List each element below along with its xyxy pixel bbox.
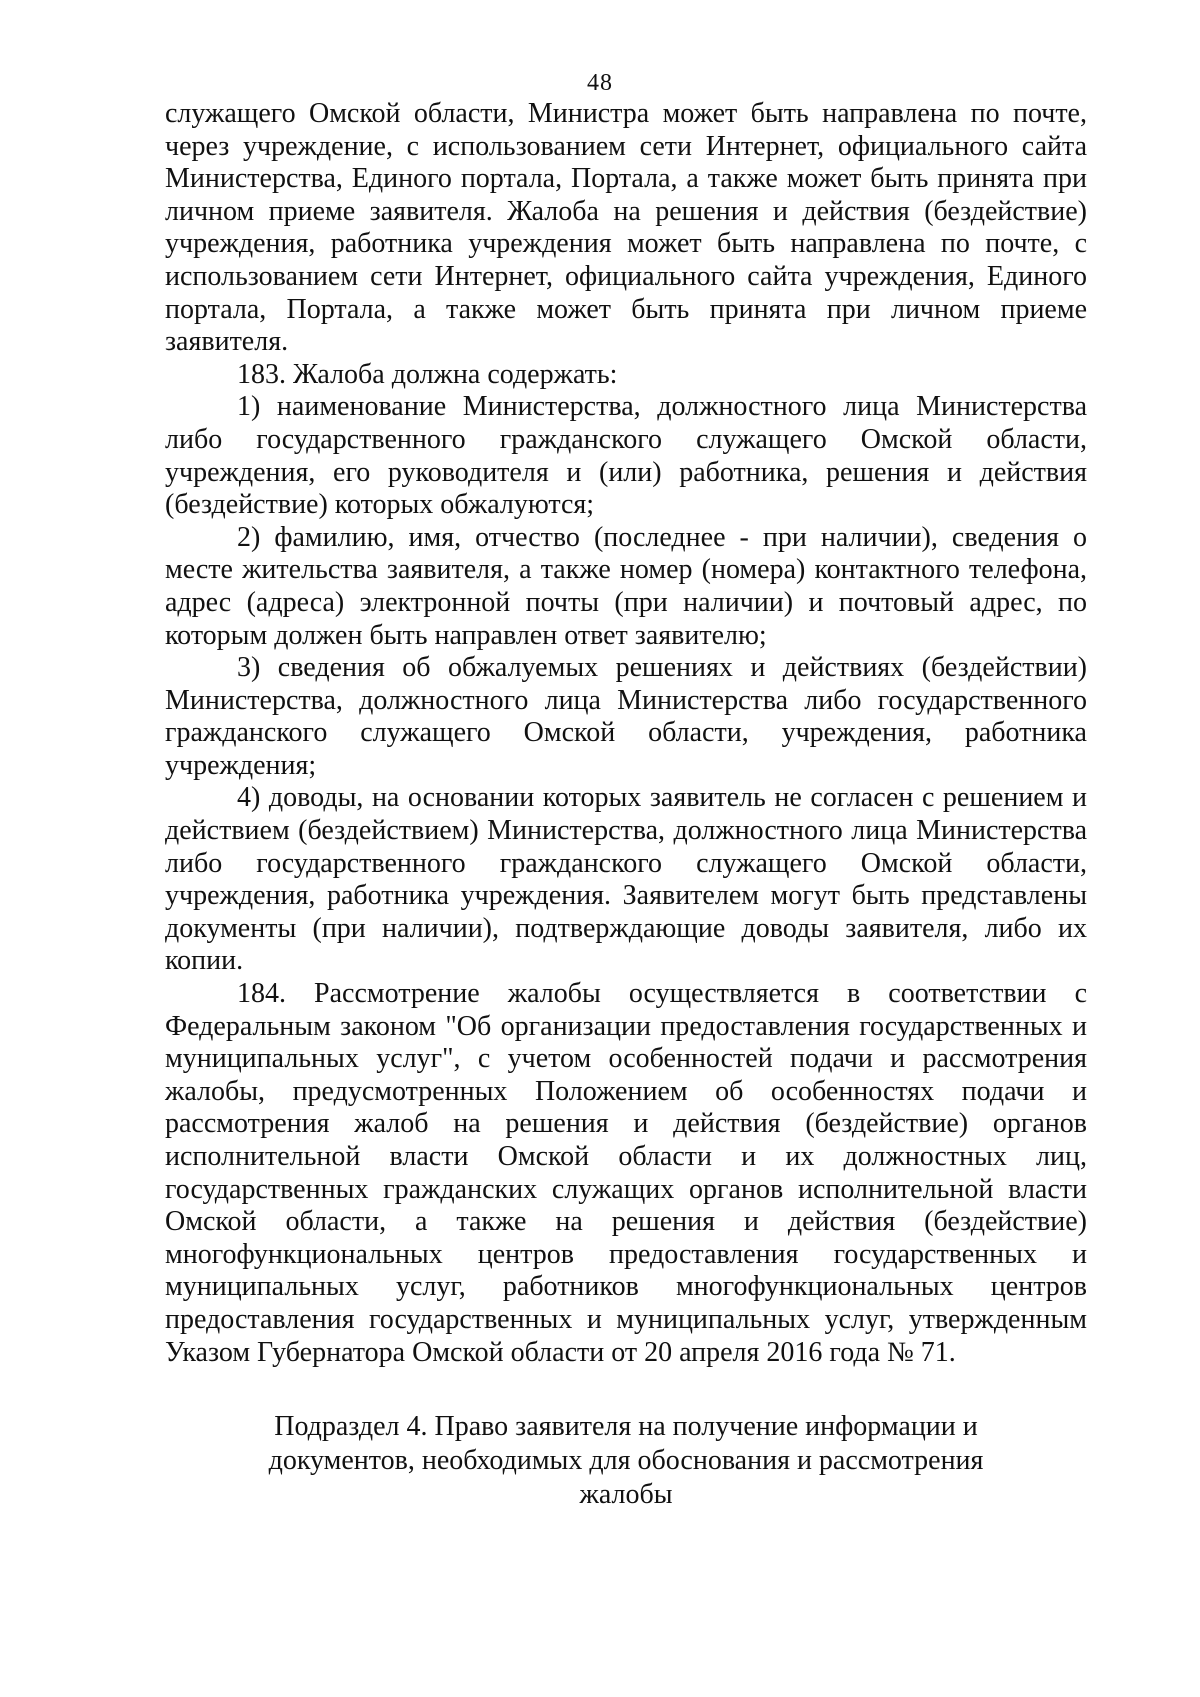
subsection-heading [165,1410,1087,1512]
list-item-3: 3) сведения об обжалуемых решениях и действиях (бездействии) Министерства, должностного лица Министерства либо государственного гражданского служащего Омской области, учреждения, работника учреждения; [165,652,1087,781]
list-item-2: 2) фамилию, имя, отчество (последнее - при наличии), сведения о месте жительства заявителя, а также номер (номера) контактного телефона, адрес (адреса) электронной почты (при наличии) и почтовый адрес, по которым должен быть направлен ответ заявителю; [165,521,1087,651]
paragraph-183: 183. Жалоба должна содержать: [237,358,618,390]
list-item-4: 4) доводы, на основании которых заявитель не согласен с решением и действием (бездействием) Министерства, должностного лица Министерства либо государственного гражданского служащего Омской области, учреждения, работника учреждения. Заявителем могут быть представлены документы (при наличии), подтверждающие доводы заявителя, либо их копии. [165,782,1087,977]
subsection-heading-line: Подраздел 4. Право заявителя на получение информации и [274,1411,978,1442]
page-number: 48 [587,70,613,96]
subsection-heading-line: жалобы [579,1479,673,1510]
list-item-1: 1) наименование Министерства, должностного лица Министерства либо государственного гражданского служащего Омской области, учреждения, его руководителя и (или) работника, решения и действия (бездействие) которых обжалуются; [165,391,1087,521]
subsection-heading-line: документов, необходимых для обоснования и рассмотрения [268,1445,984,1476]
paragraph-continuation: служащего Омской области, Министра может быть направлена по почте, через учреждение, с использованием сети Интернет, официального сайта Министерства, Единого портала, Портала, а также может быть принята при личном приеме заявителя. Жалоба на решения и действия (бездействие) учреждения, работника учреждения может быть направлена по почте, с использованием сети Интернет, официального сайта учреждения, Единого портала, Портала, а также может быть принята при личном приеме заявителя. [165,98,1087,358]
paragraph-184: 184. Рассмотрение жалобы осуществляется в соответствии с Федеральным законом "Об организации предоставления государственных и муниципальных услуг", с учетом особенностей подачи и рассмотрения жалобы, предусмотренных Положением об особенностях подачи и рассмотрения жалоб на решения и действия (бездействие) органов исполнительной власти Омской области и их должностных лиц, государственных гражданских служащих органов исполнительной власти Омской области, а также на решения и действия (бездействие) многофункциональных центров предоставления государственных и муниципальных услуг, работников многофункциональных центров предоставления государственных и муниципальных услуг, утвержденным Указом Губернатора Омской области от 20 апреля 2016 года № 71. [165,978,1087,1368]
document-body [165,98,1087,1369]
